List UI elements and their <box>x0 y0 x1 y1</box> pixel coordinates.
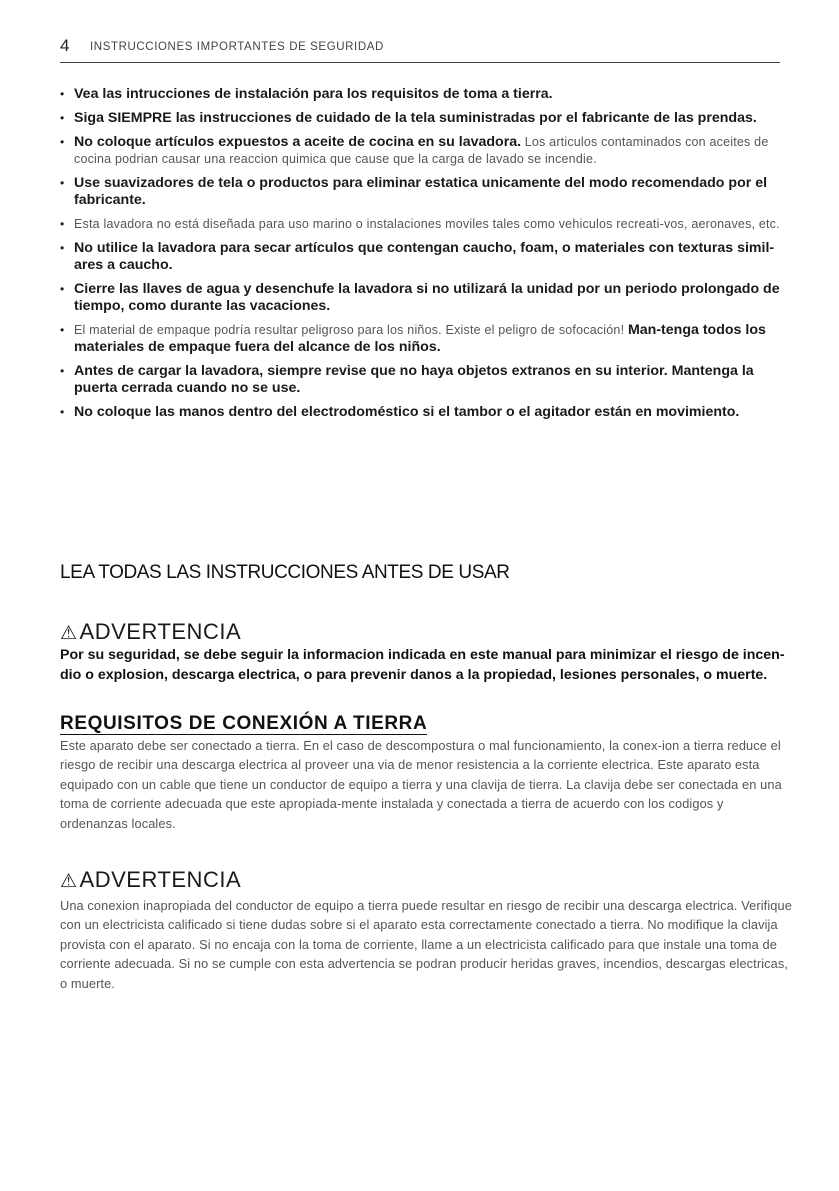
list-item: • Antes de cargar la lavadora, siempre revise que no haya objetos extranos en su interior. Mantenga la puerta cerrada cuando no se use. <box>60 363 788 397</box>
warning-label: ADVERTENCIA <box>79 867 242 892</box>
warning-paragraph: Por su seguridad, se debe seguir la informacion indicada en este manual para minimizar el riesgo de incen-dio o explosion, descarga electrica, o para prevenir danos a la propiedad, lesiones personales, o muerte. <box>60 647 785 683</box>
list-item: • No utilice la lavadora para secar artículos que contengan caucho, foam, o materiales con texturas simil-ares a caucho. <box>60 240 788 274</box>
warning-triangle-icon: ⚠ <box>60 871 78 892</box>
warning-paragraph-2: Una conexion inapropiada del conductor de equipo a tierra puede resultar en riesgo de recibir una descarga electrica. Verifique con un electricista calificado si tiene dudas sobre si el aparato esta correctamente conectado a tierra. No modifique la clavija provista con el aparato. Si no encaja con la toma de corriente, llame a un electricista calificado para que instale una toma de corriente adecuada. Si no se cumple con esta advertencia se podran producir heridas graves, incendios, descargas electricas, o muerte. <box>60 898 792 991</box>
list-item: • El material de empaque podría resultar peligroso para los niños. Existe el peligro de sofocación! Man-tenga todos los materiales de empaque fuera del alcance de los niños. <box>60 322 788 356</box>
safety-bullet-list <box>60 86 788 428</box>
list-item: • No coloque las manos dentro del electrodoméstico si el tambor o el agitador están en movimiento. <box>60 404 788 421</box>
list-item: • Siga SIEMPRE las instrucciones de cuidado de la tela suministradas por el fabricante de las prendas. <box>60 110 788 127</box>
read-all-heading: LEA TODAS LAS INSTRUCCIONES ANTES DE USAR <box>60 562 510 583</box>
list-item: • Cierre las llaves de agua y desenchufe la lavadora si no utilizará la unidad por un periodo prolongado de tiempo, como durante las vacaciones. <box>60 281 788 315</box>
warning-heading-2 <box>60 867 241 893</box>
page-number: 4 <box>60 36 70 55</box>
warning-label: ADVERTENCIA <box>79 619 242 644</box>
list-item: • Use suavizadores de tela o productos para eliminar estatica unicamente del modo recomendado por el fabricante. <box>60 175 788 209</box>
warning-heading <box>60 619 241 645</box>
list-item: • Esta lavadora no está diseñada para uso marino o instalaciones moviles tales como vehiculos recreati-vos, aeronaves, etc. <box>60 216 788 233</box>
warning-triangle-icon: ⚠ <box>60 623 78 644</box>
grounding-paragraph: Este aparato debe ser conectado a tierra. En el caso de descompostura o mal funcionamiento, la conex-ion a tierra reduce el riesgo de recibir una descarga electrica al proveer una via de menor resistencia a la corriente electrica. Este aparato esta equipado con un cable que tiene un conductor de equipo a tierra y una clavija de tierra. La clavija debe ser conectada en una toma de corriente adecuada que este apropiada-mente instalada y conectada a tierra de acuerdo con los codigos y ordenanzas locales. <box>60 738 782 831</box>
grounding-heading: REQUISITOS DE CONEXIÓN A TIERRA <box>60 713 428 734</box>
page-header <box>60 32 780 63</box>
running-title: INSTRUCCIONES IMPORTANTES DE SEGURIDAD <box>90 41 384 53</box>
list-item: • No coloque artículos expuestos a aceite de cocina en su lavadora. Los articulos contaminados con aceites de cocina podrian causar una reaccion quimica que cause que la carga de lavado se incendie. <box>60 134 788 168</box>
list-item: • Vea las intrucciones de instalación para los requisitos de toma a tierra. <box>60 86 788 103</box>
